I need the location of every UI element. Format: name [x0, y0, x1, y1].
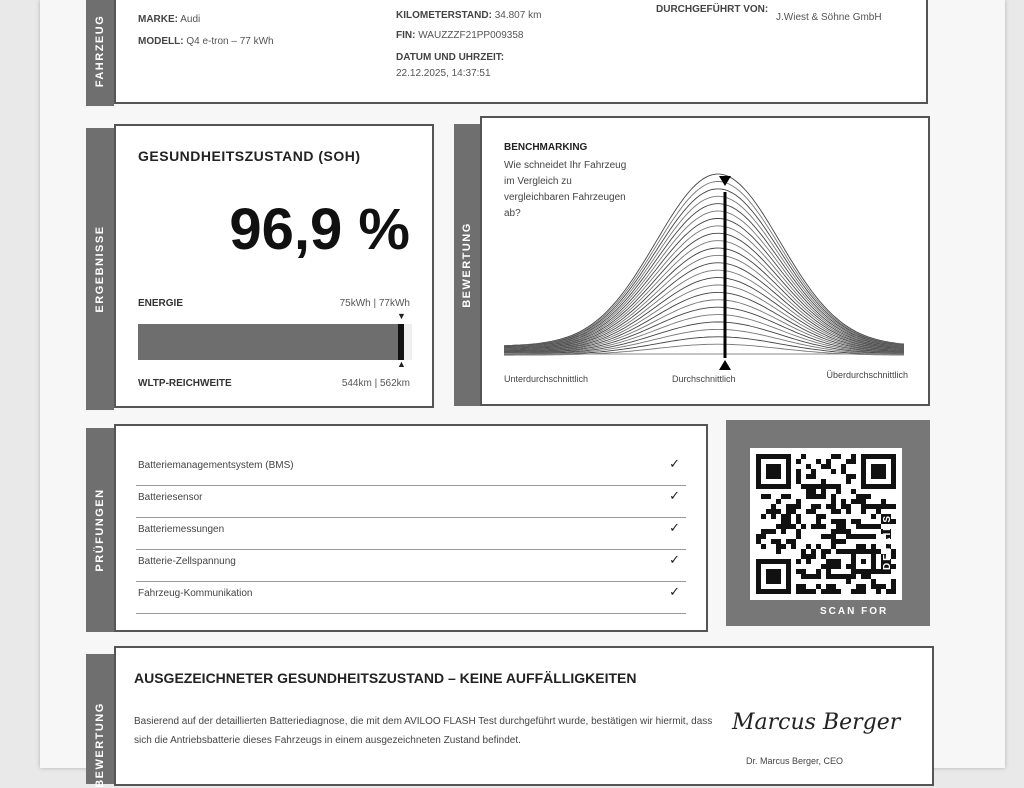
qr-scan-label: SCAN FOR [820, 606, 889, 617]
benchmark-question: Wie schneidet Ihr Fahrzeug im Vergleich zu vergleichbaren Fahrzeugen ab? [504, 160, 627, 219]
benchmark-low-label: Unterdurchschnittlich [504, 374, 589, 384]
checkmark-icon: ✓ [669, 584, 680, 599]
results-section-tab [86, 128, 114, 410]
results-section-label: ERGEBNISSE [94, 225, 106, 313]
energy-bar-cap [398, 324, 404, 360]
check-item-label: Fahrzeug-Kommunikation [138, 588, 253, 599]
evaluation-text: Basierend auf der detaillierten Batteriediagnose, die mit dem AVILOO FLASH Test durchgeführt wurde, bestätigen wir hiermit, dass sich die Antriebsbatterie dieses Fahrzeugs in einem ausgezeichneten Zustand befindet. [134, 716, 713, 746]
benchmark-title: BENCHMARKING [504, 142, 588, 153]
vin-label: FIN: [396, 30, 416, 41]
check-item [136, 550, 686, 582]
benchmark-mid-label: Durchschnittlich [672, 374, 736, 384]
soh-value: 96,9 % [229, 197, 410, 262]
date-label: DATUM UND UHRZEIT: [396, 52, 505, 63]
check-item-label: Batteriesensor [138, 492, 203, 503]
benchmark-high-label: Überdurchschnittlich [826, 370, 908, 380]
check-item [136, 486, 686, 518]
vehicle-section-tab [86, 0, 114, 106]
qr-code[interactable] [750, 448, 902, 600]
range-value: 544km | 562km [341, 378, 410, 389]
checkmark-icon: ✓ [669, 456, 680, 471]
evaluation-section-label: BEWERTUNG [94, 702, 106, 788]
energy-bar-marker-top: ▼ [397, 311, 406, 321]
make-label: MARKE: [138, 14, 178, 25]
vin-value: WAUZZZF21PP009358 [418, 30, 524, 41]
make-value: Audi [180, 14, 201, 25]
soh-title: GESUNDHEITSZUSTAND (SOH) [138, 148, 361, 164]
model-label: MODELL: [138, 36, 184, 47]
benchmark-card [480, 116, 930, 406]
checkmark-icon: ✓ [669, 520, 680, 535]
vehicle-position-marker-bottom [719, 360, 731, 370]
qr-card[interactable] [726, 420, 930, 626]
energy-bar-marker-bottom: ▲ [397, 359, 406, 369]
vehicle-section-label: FAHRZEUG [94, 14, 106, 88]
energy-bar-track [138, 324, 412, 360]
energy-label: ENERGIE [138, 298, 184, 309]
checks-card [114, 424, 708, 632]
check-item [136, 454, 686, 486]
energy-bar-fill [138, 324, 404, 360]
bell-curve [504, 174, 904, 355]
benchmark-section-label: BEWERTUNG [461, 222, 473, 308]
check-item-label: Batterie-Zellspannung [138, 556, 236, 567]
range-label: WLTP-REICHWEITE [138, 378, 232, 389]
check-item [136, 518, 686, 550]
bell-curve-line [504, 219, 904, 349]
checkmark-icon: ✓ [669, 488, 680, 503]
model-value: Q4 e-tron – 77 kWh [186, 36, 274, 47]
qr-details-label: DETAILS [882, 513, 893, 570]
done-by-label: DURCHGEFÜHRT VON: [656, 4, 769, 15]
checkmark-icon: ✓ [669, 552, 680, 567]
bell-curve-line [504, 182, 904, 347]
signature: Marcus Berger [732, 710, 901, 735]
results-card [114, 124, 434, 408]
check-item-label: Batteriemanagementsystem (BMS) [138, 460, 294, 471]
checks-section-label: PRÜFUNGEN [94, 488, 106, 572]
check-list [136, 454, 686, 614]
evaluation-headline: AUSGEZEICHNETER GESUNDHEITSZUSTAND – KEINE AUFFÄLLIGKEITEN [134, 670, 637, 686]
report-page [40, 0, 1005, 788]
mileage-label: KILOMETERSTAND: [396, 10, 492, 21]
energy-value: 75kWh | 77kWh [339, 298, 410, 309]
check-item-label: Batteriemessungen [138, 524, 225, 535]
date-value: 22.12.2025, 14:37:51 [396, 68, 491, 79]
evaluation-card [114, 646, 934, 786]
benchmark-section-tab [454, 124, 480, 406]
vehicle-card [114, 0, 928, 104]
benchmark-distribution-chart [496, 158, 916, 398]
done-by-value: J.Wiest & Söhne GmbH [776, 12, 882, 23]
check-item [136, 582, 686, 614]
mileage-value: 34.807 km [494, 10, 542, 21]
signer-name: Dr. Marcus Berger, CEO [746, 756, 844, 766]
checks-section-tab [86, 428, 114, 632]
evaluation-section-tab [86, 654, 114, 788]
